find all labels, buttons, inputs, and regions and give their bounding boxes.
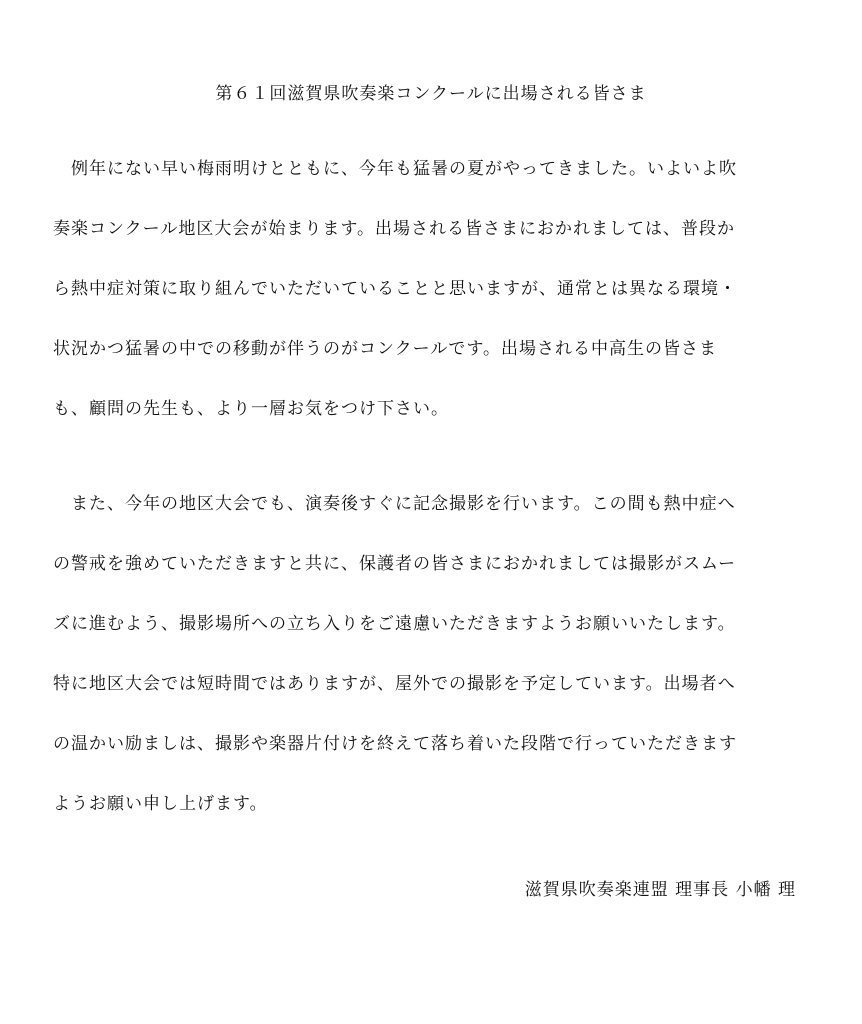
- paragraph-line: も、顧問の先生も、より一層お気をつけ下さい。: [53, 399, 449, 419]
- paragraph-heat-warning: [53, 157, 813, 457]
- paragraph-line: 例年にない早い梅雨明けとともに、今年も猛暑の夏がやってきました。いよいよ吹: [53, 159, 737, 179]
- paragraph-line: 奏楽コンクール地区大会が始まります。出場される皆さまにおかれましては、普段か: [53, 219, 735, 239]
- signature: 滋賀県吹奏楽連盟 理事長 小幡 理: [524, 880, 796, 900]
- paragraph-line: 状況かつ猛暑の中での移動が伴うのがコンクールです。出場される中高生の皆さま: [53, 339, 717, 359]
- paragraph-line: 特に地区大会では短時間ではありますが、屋外での撮影を予定しています。出場者へ: [53, 674, 736, 694]
- paragraph-line: ズに進むよう、撮影場所への立ち入りをご遠慮いただきますようお願いいたします。: [53, 614, 736, 634]
- paragraph-line: ら熱中症対策に取り組んでいただいていることと思いますが、通常とは異なる環境・: [53, 279, 737, 299]
- paragraph-photo-session: [53, 492, 813, 852]
- paragraph-line: の警戒を強めていただきますと共に、保護者の皆さまにおかれましては撮影がスムー: [53, 554, 737, 574]
- paragraph-line: また、今年の地区大会でも、演奏後すぐに記念撮影を行います。この間も熱中症へ: [53, 494, 736, 514]
- document-title: 第６１回滋賀県吹奏楽コンクールに出場される皆さま: [215, 84, 647, 104]
- paragraph-line: ようお願い申し上げます。: [53, 794, 268, 814]
- paragraph-line: の温かい励ましは、撮影や楽器片付けを終えて落ち着いた段階で行っていただきます: [53, 734, 737, 754]
